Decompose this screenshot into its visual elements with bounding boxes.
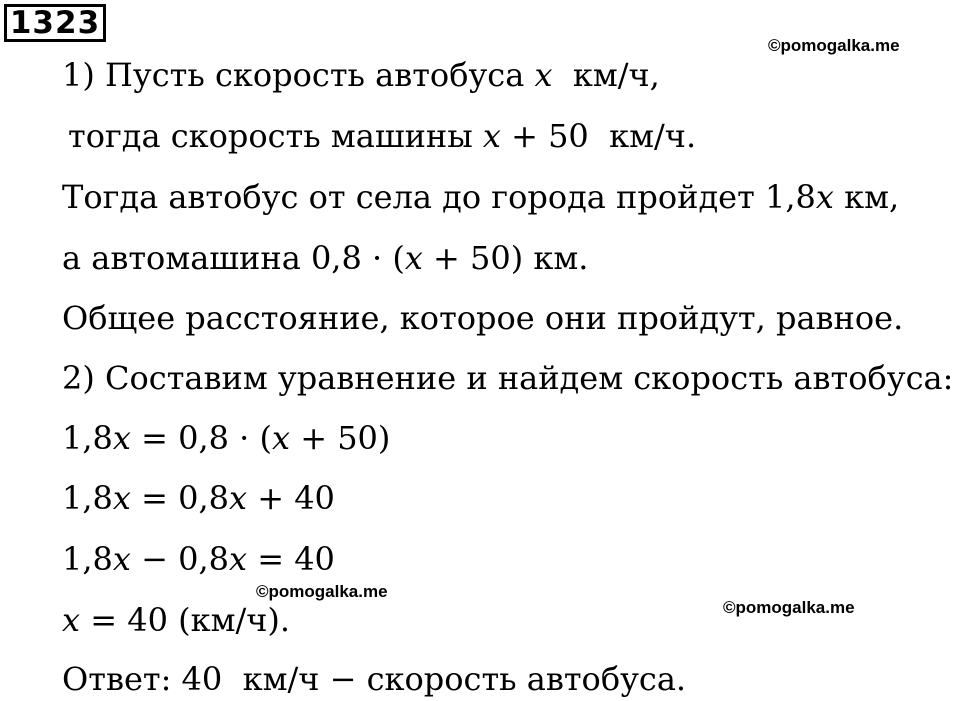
solution-line: 2) Составим уравнение и найдем скорость автобуса: — [62, 359, 954, 397]
solution-line: Общее расстояние, которое они пройдут, равное. — [62, 299, 904, 337]
watermark: ©pomogalka.me — [768, 36, 900, 55]
solution-line: а автомашина 0,8 · (𝑥 + 50) км. — [62, 239, 589, 277]
watermark: ©pomogalka.me — [256, 582, 388, 601]
solution-line: тогда скорость машины 𝑥 + 50 км/ч. — [68, 117, 697, 155]
equation-line: 1,8𝑥 − 0,8𝑥 = 40 — [62, 540, 335, 578]
equation-line: 𝑥 = 40 (км/ч). — [62, 601, 291, 639]
equation-line: 1,8𝑥 = 0,8𝑥 + 40 — [62, 479, 335, 517]
watermark: ©pomogalka.me — [723, 598, 855, 617]
solution-line: Тогда автобус от села до города пройдет 1,8𝑥 км, — [62, 178, 900, 216]
problem-number-badge: 1323 — [4, 4, 106, 42]
equation-line: 1,8𝑥 = 0,8 · (𝑥 + 50) — [62, 419, 391, 457]
answer-line: Ответ: 40 км/ч − скорость автобуса. — [62, 660, 687, 698]
solution-line: 1) Пусть скорость автобуса 𝑥 км/ч, — [62, 56, 660, 94]
